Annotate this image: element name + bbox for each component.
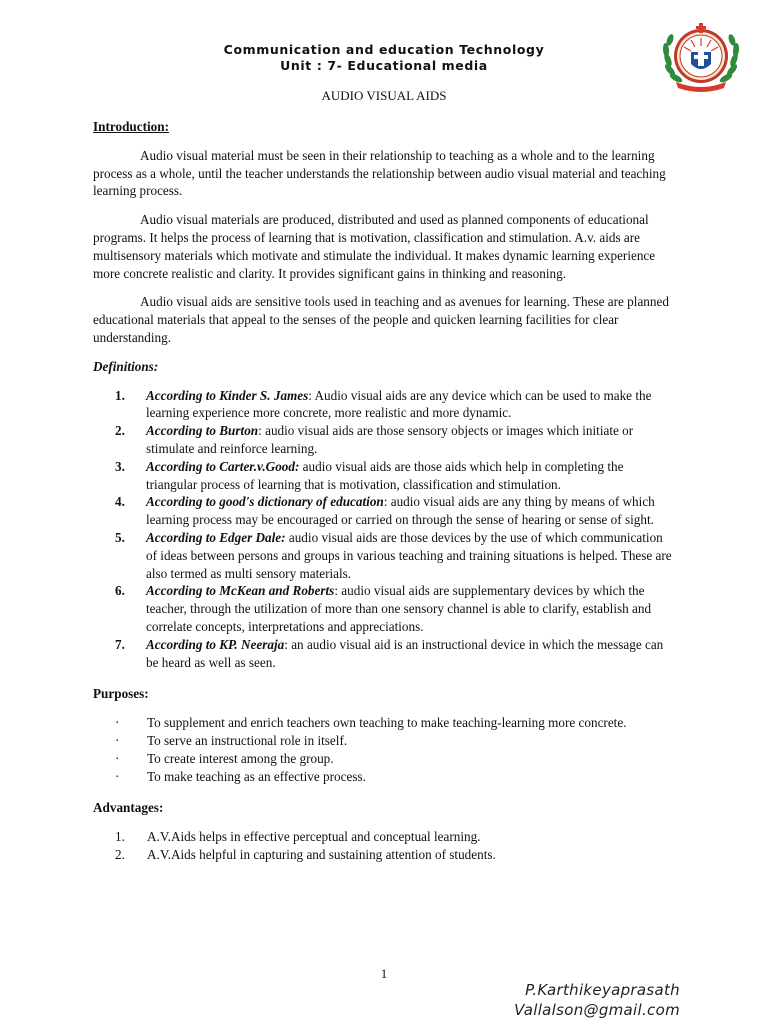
institution-emblem-icon: [658, 20, 744, 96]
item-number: 1.: [115, 829, 125, 845]
document-title: AUDIO VISUAL AIDS: [321, 88, 447, 103]
item-number: 1.: [115, 387, 125, 403]
definition-source: According to Burton: [146, 423, 259, 439]
definitions-heading: Definitions:: [93, 358, 159, 374]
advantage-item: [93, 846, 675, 864]
definition-source: According to Edger Dale:: [146, 529, 286, 545]
document-body: [93, 118, 675, 864]
definition-item: [93, 582, 675, 635]
bullet-icon: ·: [115, 732, 120, 748]
purpose-item: [93, 714, 675, 732]
definition-item: [93, 636, 675, 672]
bullet-icon: ·: [115, 715, 120, 731]
definitions-list: [93, 387, 675, 672]
purpose-text: To supplement and enrich teachers own teaching to make teaching-learning more concrete.: [147, 715, 627, 731]
author-signature: [514, 980, 680, 1020]
introduction-heading: Introduction:: [93, 119, 169, 134]
bullet-icon: ·: [115, 750, 120, 766]
advantages-list: [93, 828, 675, 864]
item-number: 2.: [115, 423, 125, 439]
definition-item: [93, 458, 675, 494]
purposes-heading: Purposes:: [93, 686, 149, 702]
definition-source: According to KP. Neeraja: [146, 636, 285, 652]
definition-source: According to McKean and Roberts: [146, 583, 335, 599]
definition-text: : audio visual aids are any thing by means of which learning process may be encouraged or carried on through the sense of hearing or sense of sight.: [146, 494, 655, 528]
definition-item: [93, 529, 675, 582]
intro-paragraph: Audio visual material must be seen in their relationship to teaching as a whole and to the learning process as a whole, until the teacher understands the relationship between audio visual material and teaching learning process.: [93, 147, 666, 199]
definition-text: audio visual aids are those aids which help in completing the triangular process of learning that is motivation, classification and stimulation.: [146, 458, 624, 492]
item-number: 4.: [115, 494, 125, 510]
definition-text: audio visual aids are those devices by the use of which communication of ideas between persons and groups in various teaching and training situations is helped. These are also termed as multi sensory materials.: [146, 529, 672, 581]
author-email: Vallalson@gmail.com: [514, 1001, 680, 1019]
purpose-item: [93, 750, 675, 768]
definition-source: According to good's dictionary of education: [146, 494, 384, 510]
definition-source: According to Kinder S. James: [146, 387, 309, 403]
item-number: 3.: [115, 458, 125, 474]
bullet-icon: ·: [115, 768, 120, 784]
definition-source: According to Carter.v.Good:: [146, 458, 300, 474]
intro-paragraph: Audio visual materials are produced, distributed and used as planned components of educational programs. It helps the process of learning that is motivation, classification and stimulation. A.v. aids are multisensory materials which motivate and stimulate the individual. It makes dynamic learning experience more concrete realistic and clarity. It provides significant gains in thinking and reasoning.: [93, 212, 656, 281]
unit-title: Unit : 7- Educational media: [280, 58, 488, 73]
definition-text: : audio visual aids are those sensory objects or images which initiate or stimulate and reinforce learning.: [146, 423, 634, 456]
item-number: 7.: [115, 636, 125, 652]
definition-item: [93, 493, 675, 529]
purpose-text: To serve an instructional role in itself.: [147, 732, 348, 748]
definition-item: [93, 387, 675, 423]
definition-text: : audio visual aids are supplementary devices by which the teacher, through the utilization of more than one sensory channel is able to clarify, establish and correlate concepts, interpretations and appreciations.: [146, 583, 652, 634]
item-number: 2.: [115, 846, 125, 862]
item-number: 5.: [115, 529, 125, 545]
purpose-text: To create interest among the group.: [147, 750, 334, 766]
purpose-item: [93, 768, 675, 786]
page-number: 1: [380, 966, 388, 981]
definition-text: : an audio visual aid is an instructional device in which the message can be heard as well as seen.: [146, 636, 664, 670]
advantage-text: A.V.Aids helps in effective perceptual and conceptual learning.: [147, 829, 481, 845]
author-name: P.Karthikeyaprasath: [525, 981, 680, 999]
definition-text: : Audio visual aids are any device which can be used to make the learning experience more concrete, more realistic and more dynamic.: [146, 387, 652, 421]
advantage-item: [93, 828, 675, 846]
item-number: 6.: [115, 583, 125, 599]
document-header: [0, 42, 768, 74]
purpose-text: To make teaching as an effective process.: [147, 768, 366, 784]
course-title: Communication and education Technology: [223, 42, 545, 57]
purpose-item: [93, 732, 675, 750]
definition-item: [93, 422, 675, 458]
intro-paragraph: Audio visual aids are sensitive tools used in teaching and as avenues for learning. These are planned educational materials that appeal to the senses of the people and quicken learning facilities for clear understanding.: [93, 294, 669, 345]
purposes-list: [93, 714, 675, 785]
advantages-heading: Advantages:: [93, 800, 164, 816]
advantage-text: A.V.Aids helpful in capturing and sustaining attention of students.: [147, 846, 496, 862]
